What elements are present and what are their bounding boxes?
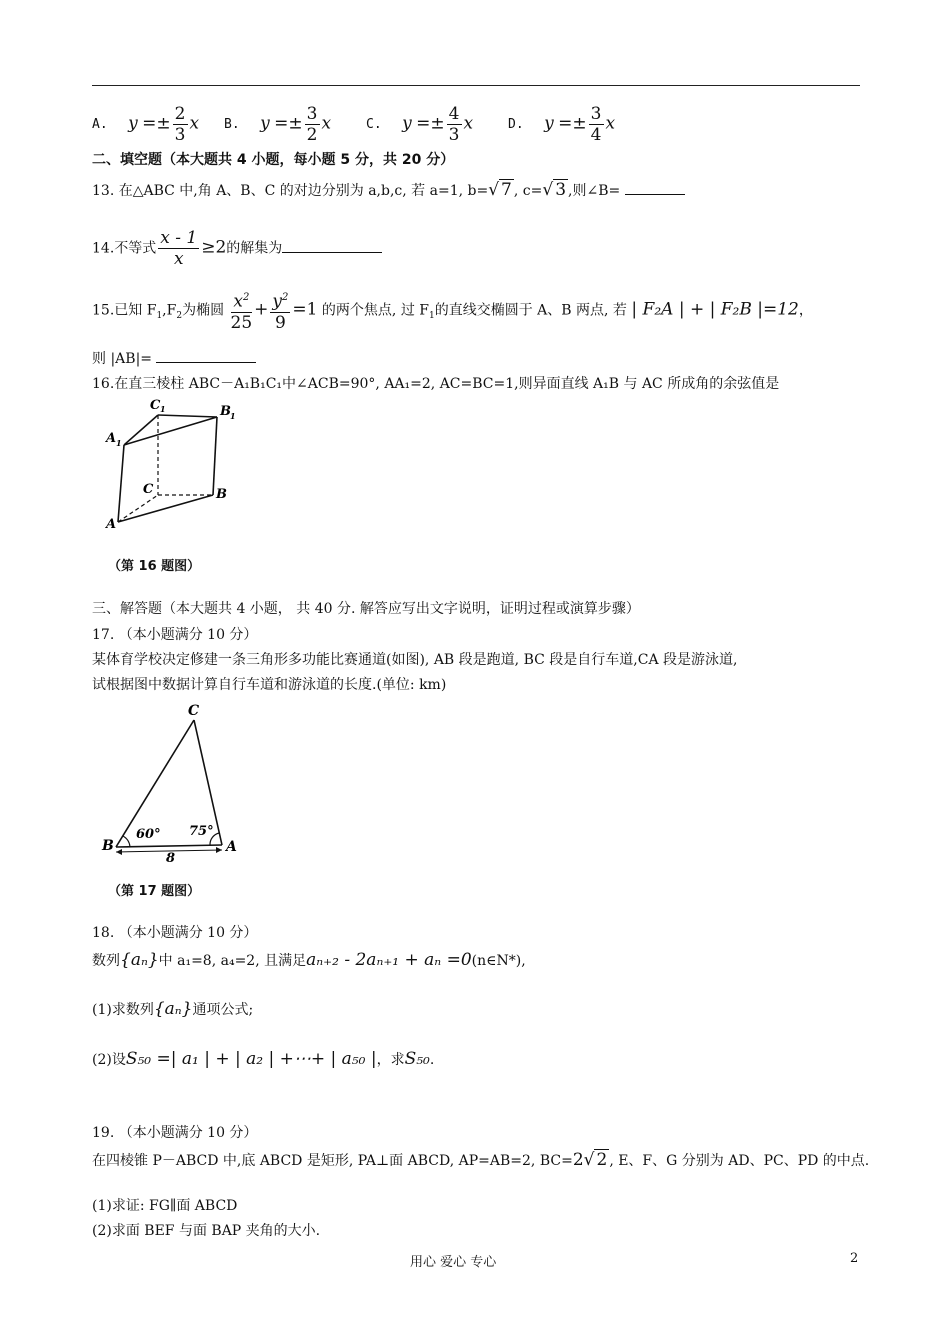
dim-arrow-left bbox=[116, 849, 122, 855]
svg-text:1: 1 bbox=[230, 411, 236, 421]
option-a: A. y =± $\frac{2}{3}$ x bbox=[92, 104, 200, 145]
answer-blank-15[interactable] bbox=[156, 362, 256, 363]
label-c1: C bbox=[150, 398, 161, 413]
option-a-label: A. bbox=[92, 117, 108, 132]
label-c: C bbox=[143, 482, 154, 497]
question-19-line1: 在四棱锥 P－ABCD 中,底 ABCD 是矩形, PA⊥面 ABCD, AP=AB=2, BC=2√ 2 , E、F、G 分别为 AD、PC、PD 的中点. bbox=[92, 1150, 870, 1170]
question-19-head: 19. （本小题满分 10 分） bbox=[92, 1125, 258, 1141]
question-18-head: 18. （本小题满分 10 分） bbox=[92, 925, 258, 941]
question-19-part2: (2)求面 BEF 与面 BAP 夹角的大小. bbox=[92, 1223, 321, 1239]
edge-aa1 bbox=[118, 445, 124, 522]
svg-text:1: 1 bbox=[116, 438, 122, 448]
edge-bb1 bbox=[213, 417, 217, 495]
question-18-part2: (2)设S₅₀ =| a₁ | + | a₂ | +⋯+ | a₅₀ |，求S₅₀. bbox=[92, 1049, 435, 1069]
arc-angle-b bbox=[123, 836, 130, 847]
side-ab bbox=[116, 845, 222, 847]
page-number: 2 bbox=[850, 1251, 859, 1266]
figure-16-caption: （第 16 题图） bbox=[108, 559, 201, 574]
option-d: D. y =± $\frac{3}{4}$ x bbox=[508, 104, 616, 145]
dim-arrow-right bbox=[216, 847, 222, 853]
question-17-line2: 试根据图中数据计算自行车道和游泳道的长度.(单位: km) bbox=[92, 677, 447, 693]
edge-ab bbox=[118, 495, 213, 522]
option-c: C. y =± $\frac{4}{3}$ x bbox=[366, 104, 474, 145]
question-19-part1: (1)求证: FG∥面 ABCD bbox=[92, 1198, 238, 1214]
label-a1: A bbox=[106, 431, 117, 446]
question-17-head: 17. （本小题满分 10 分） bbox=[92, 627, 258, 643]
answer-blank-14[interactable] bbox=[282, 252, 382, 253]
footer-slogan: 用心 爱心 专心 bbox=[410, 1255, 497, 1270]
edge-ac bbox=[118, 495, 158, 522]
label-a: A bbox=[226, 839, 237, 855]
question-16: 16.在直三棱柱 ABC－A₁B₁C₁中∠ACB=90°, AA₁=2, AC=BC=1,则异面直线 A₁B 与 AC 所成角的余弦值是 bbox=[92, 376, 780, 392]
svg-text:1: 1 bbox=[160, 404, 166, 414]
label-angle-b: 60° bbox=[136, 827, 161, 842]
section3-title: 三、解答题（本大题共 4 小题， 共 40 分. 解答应写出文字说明，证明过程或演算步骤） bbox=[92, 601, 640, 617]
question-18-part1: (1)求数列{aₙ}通项公式; bbox=[92, 999, 254, 1019]
section2-title: 二、填空题（本大题共 4 小题，每小题 5 分，共 20 分） bbox=[92, 152, 455, 168]
figure-16-prism bbox=[92, 392, 252, 537]
question-13: 13. 在△ABC 中,角 A、B、C 的对边分别为 a,b,c, 若 a=1, b=√ 7 , c=√ 3 ,则∠B= bbox=[92, 181, 685, 200]
question-14: 14.不等式 $\frac{x - 1}{x}$ ≥2的解集为 bbox=[92, 228, 382, 269]
label-b1: B bbox=[220, 404, 231, 419]
label-length: 8 bbox=[166, 851, 176, 862]
option-c-label: C. bbox=[366, 117, 382, 132]
label-b: B bbox=[102, 838, 114, 854]
edge-c1b1 bbox=[158, 415, 217, 417]
option-d-label: D. bbox=[508, 117, 524, 132]
label-c: C bbox=[188, 703, 200, 719]
header-rule bbox=[92, 85, 860, 86]
edge-a1b1 bbox=[124, 417, 217, 445]
question-15: 15.已知 $F_1,F_2$为椭圆 $\frac{x^2}{25}$ + $\frac{y^2}{9}$ =1 的两个焦点, 过 $F_1$的直线交椭圆于 A、B 两点, 若 | F₂A | + | F₂B |=12， bbox=[92, 288, 813, 333]
question-15-line2: 则 |AB|= bbox=[92, 350, 256, 368]
figure-17-triangle bbox=[92, 700, 262, 862]
label-b: B bbox=[216, 487, 227, 502]
label-angle-a: 75° bbox=[189, 824, 214, 839]
question-18-line1: 数列{aₙ}中 a₁=8, a₄=2, 且满足aₙ₊₂ - 2aₙ₊₁ + aₙ =0(n∈N*), bbox=[92, 950, 526, 970]
question-17-line1: 某体育学校决定修建一条三角形多功能比赛通道(如图), AB 段是跑道, BC 段是自行车道,CA 段是游泳道, bbox=[92, 652, 738, 668]
option-b: B. y =± $\frac{3}{2}$ x bbox=[224, 104, 332, 145]
label-a: A bbox=[106, 517, 117, 532]
figure-17-caption: （第 17 题图） bbox=[108, 884, 201, 899]
answer-blank-13[interactable] bbox=[625, 194, 685, 195]
option-b-label: B. bbox=[224, 117, 240, 132]
